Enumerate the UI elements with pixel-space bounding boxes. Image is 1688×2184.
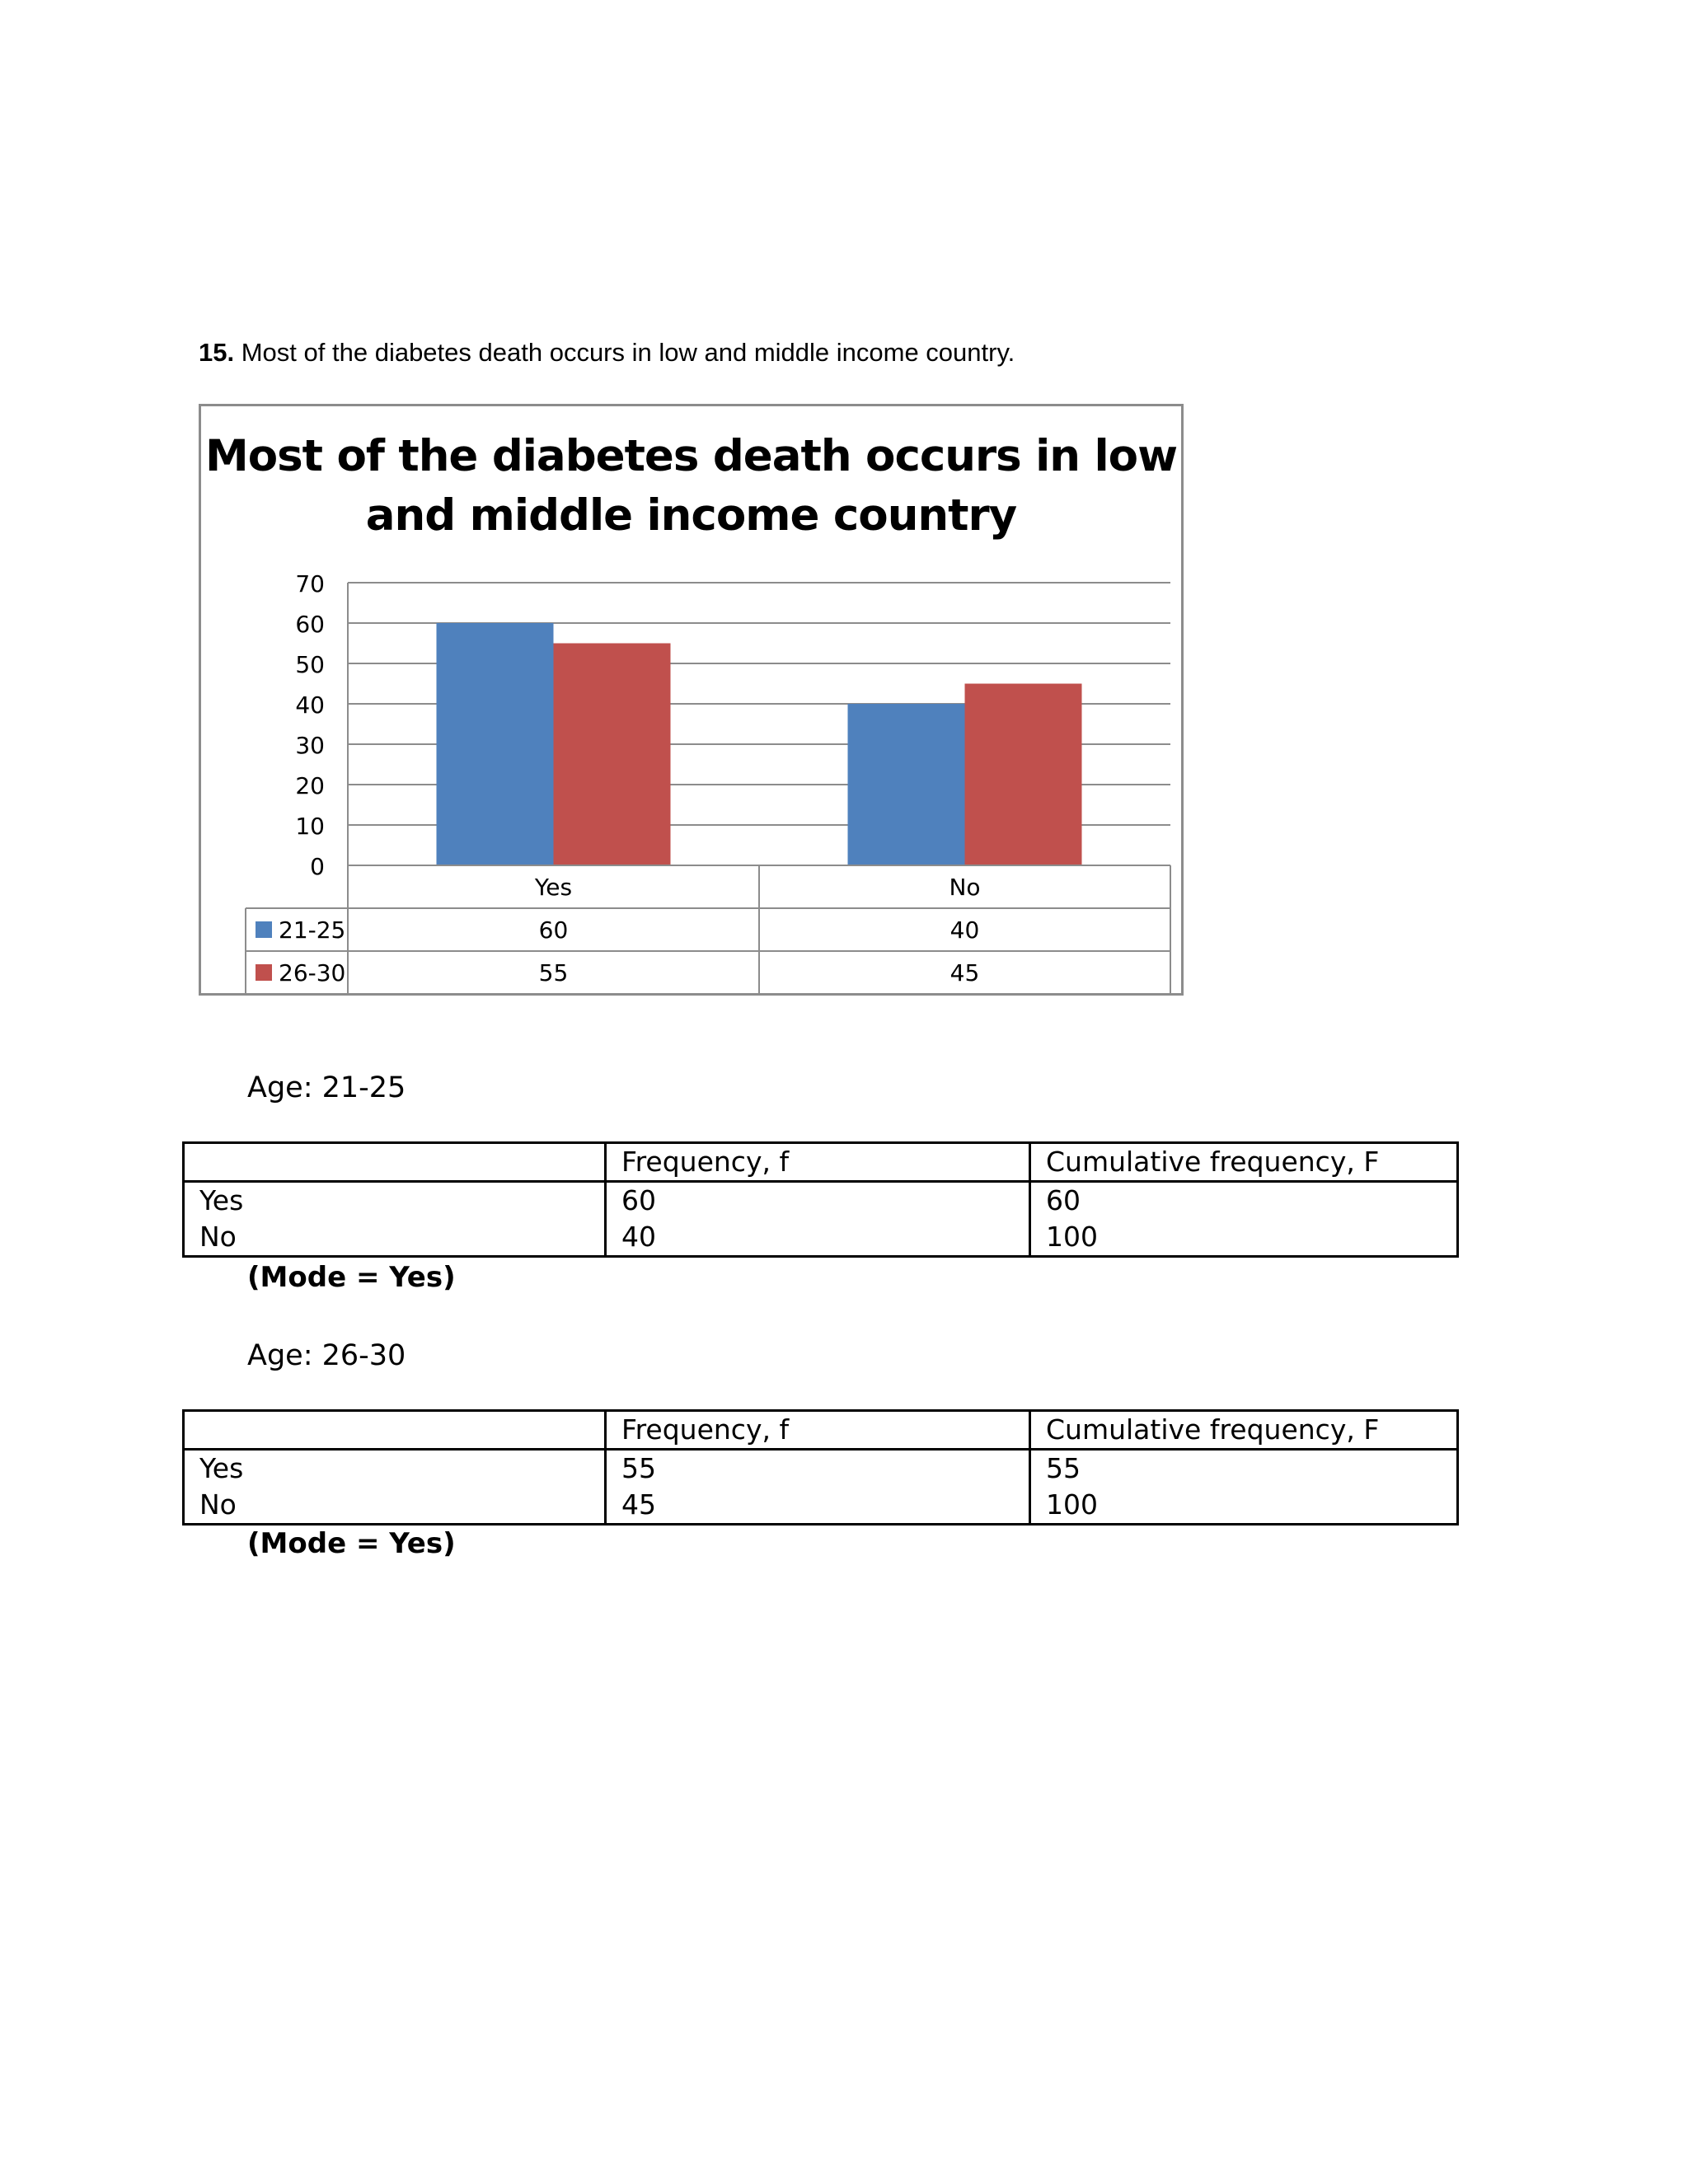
y-tick-label: 50 (295, 651, 325, 678)
data-label: 55 (538, 959, 569, 987)
table-cell: 45 (606, 1487, 1030, 1525)
age-label-21-25: Age: 21-25 (247, 1071, 406, 1104)
y-tick-label: 30 (295, 732, 325, 759)
header-cell (184, 1143, 606, 1182)
table-cell: 55 (606, 1450, 1030, 1488)
chart-title: Most of the diabetes death occurs in low and middle income country (204, 431, 1178, 541)
table-header-row (184, 1411, 1458, 1450)
age-label-26-30: Age: 26-30 (247, 1339, 406, 1372)
y-tick-label: 10 (295, 813, 325, 840)
header-cell: Frequency, f (606, 1143, 1030, 1182)
table-cell: No (184, 1219, 606, 1257)
frequency-table-21-25 (182, 1141, 1459, 1258)
bar-chart (0, 0, 1688, 1005)
question-body: Most of the diabetes death occurs in low and middle income country. (241, 338, 1015, 367)
legend-swatch (256, 921, 272, 938)
table-cell: 100 (1030, 1219, 1458, 1257)
data-label: 40 (950, 916, 980, 944)
table-cell: 100 (1030, 1487, 1458, 1525)
question-number: 15. (199, 338, 235, 367)
table-row (184, 1182, 1458, 1220)
legend-label: 26-30 (279, 959, 346, 987)
bar (965, 684, 1082, 866)
legend-swatch (256, 964, 272, 981)
table-row (184, 1219, 1458, 1257)
x-tick-label: No (949, 874, 981, 901)
table-cell: 40 (606, 1219, 1030, 1257)
x-tick-label: Yes (534, 874, 573, 901)
bar (437, 623, 554, 865)
mode-note-21-25: (Mode = Yes) (247, 1261, 456, 1294)
data-label: 60 (538, 916, 569, 944)
y-tick-label: 60 (295, 611, 325, 638)
header-cell: Cumulative frequency, F (1030, 1411, 1458, 1450)
bar (554, 644, 671, 866)
bar (848, 704, 965, 865)
y-tick-label: 20 (295, 772, 325, 799)
y-tick-label: 70 (295, 570, 325, 598)
header-cell: Frequency, f (606, 1411, 1030, 1450)
table-cell: 60 (606, 1182, 1030, 1220)
data-label: 45 (950, 959, 980, 987)
y-tick-label: 0 (310, 853, 325, 880)
table-row (184, 1487, 1458, 1525)
header-cell (184, 1411, 606, 1450)
table-cell: Yes (184, 1182, 606, 1220)
table-header-row (184, 1143, 1458, 1182)
legend-label: 21-25 (279, 916, 346, 944)
table-cell: 55 (1030, 1450, 1458, 1488)
table-cell: 60 (1030, 1182, 1458, 1220)
header-cell: Cumulative frequency, F (1030, 1143, 1458, 1182)
mode-note-26-30: (Mode = Yes) (247, 1527, 456, 1560)
table-row (184, 1450, 1458, 1488)
y-tick-label: 40 (295, 691, 325, 719)
frequency-table-26-30 (182, 1409, 1459, 1526)
table-cell: Yes (184, 1450, 606, 1488)
table-cell: No (184, 1487, 606, 1525)
